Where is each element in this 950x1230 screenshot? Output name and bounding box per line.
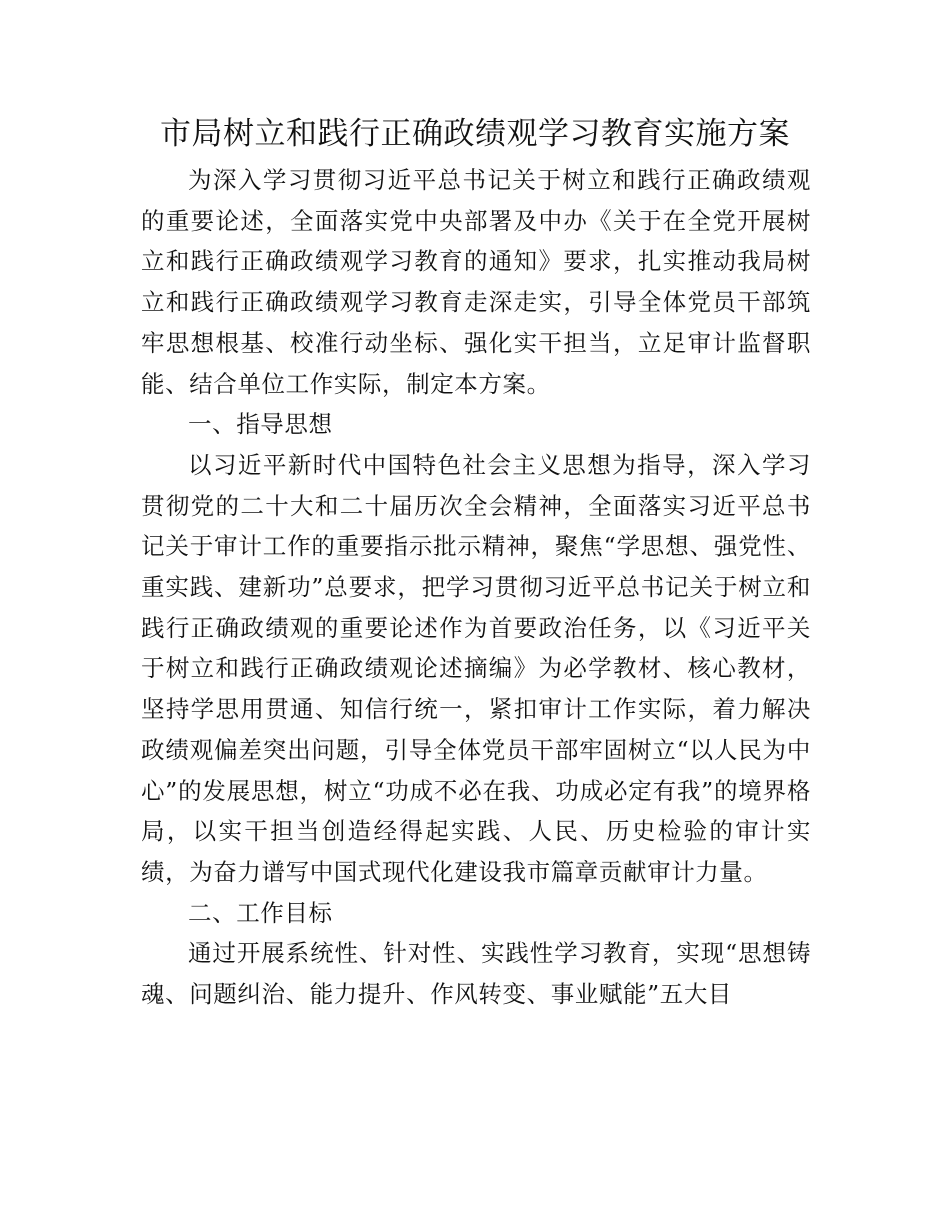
intro-paragraph: 为深入学习贯彻习近平总书记关于树立和践行正确政绩观的重要论述，全面落实党中央部署及中办《关于在全党开展树立和践行正确政绩观学习教育的通知》要求，扎实推动我局树立和践行正确政绩观学习教育走深走实，引导全体党员干部筑牢思想根基、校准行动坐标、强化实干担当，立足审计监督职能、结合单位工作实际，制定本方案。 [141,166,811,398]
document-title: 市局树立和践行正确政绩观学习教育实施方案 [160,116,790,152]
section-heading-guiding-ideology: 一、指导思想 [188,410,333,439]
document-body [141,160,811,1015]
section-heading-work-goals: 二、工作目标 [188,898,333,927]
guiding-ideology-paragraph: 以习近平新时代中国特色社会主义思想为指导，深入学习贯彻党的二十大和二十届历次全会精神，全面落实习近平总书记关于审计工作的重要指示批示精神，聚焦“学思想、强党性、重实践、建新功”总要求，把学习贯彻习近平总书记关于树立和践行正确政绩观的重要论述作为首要政治任务，以《习近平关于树立和践行正确政绩观论述摘编》为必学教材、核心教材，坚持学思用贯通、知信行统一，紧扣审计工作实际，着力解决政绩观偏差突出问题，引导全体党员干部牢固树立“以人民为中心”的发展思想，树立“功成不必在我、功成必定有我”的境界格局，以实干担当创造经得起实践、人民、历史检验的审计实绩，为奋力谱写中国式现代化建设我市篇章贡献审计力量。 [141,450,811,886]
work-goals-paragraph: 通过开展系统性、针对性、实践性学习教育，实现“思想铸魂、问题纠治、能力提升、作风转变、事业赋能”五大目 [141,939,811,1009]
